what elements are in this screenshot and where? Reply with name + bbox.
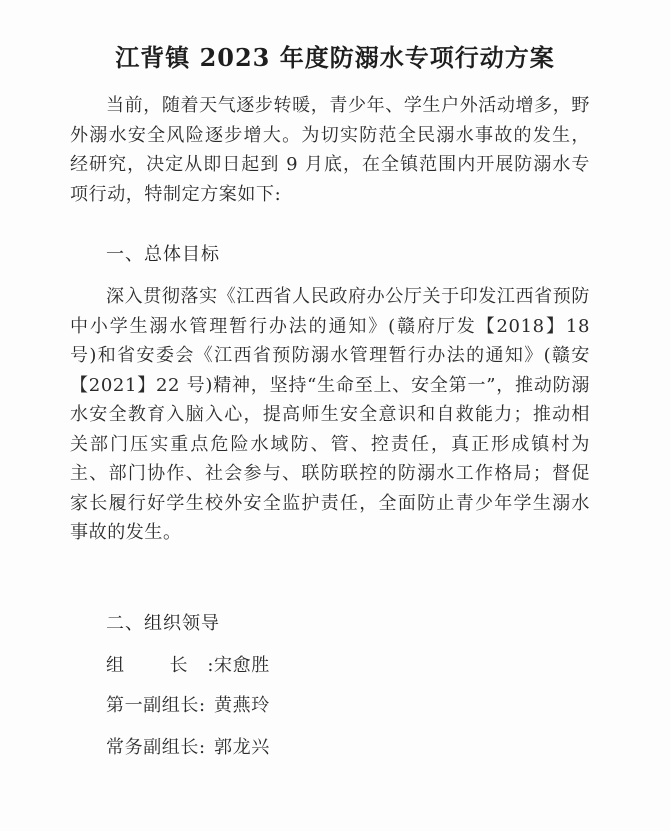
section-heading-overall-goal: 一、总体目标 [106,244,220,265]
member-row-first-deputy [106,691,270,717]
member-role: 常务副组长: [106,737,206,758]
member-name: 黄燕玲 [214,695,270,716]
member-name: 郭龙兴 [214,737,270,758]
member-role: 第一副组长: [106,695,206,716]
member-name: 宋愈胜 [214,655,270,676]
overall-goal-paragraph: 深入贯彻落实《江西省人民政府办公厅关于印发江西省预防中小学生溺水管理暂行办法的通知》(赣府厅发【2018】18 号)和省安委会《江西省预防溺水管理暂行办法的通知》(赣安【2021】22 号)精神，坚持“生命至上、安全第一”，推动防溺水安全教育入脑入心，提高师生安全意识和自救能力；推动相关部门压实重点危险水域防、管、控责任，真正形成镇村为主、部门协作、社会参与、联防联控的防溺水工作格局；督促家长履行好学生校外安全监护责任，全面防止青少年学生溺水事故的发生。 [70,286,590,543]
member-row-leader [106,651,270,677]
member-role: 组 长: [106,655,214,676]
document-title: 江背镇 2023 年度防溺水专项行动方案 [115,43,555,72]
intro-paragraph: 当前，随着天气逐步转暖，青少年、学生户外活动增多，野外溺水安全风险逐步增大。为切实防范全民溺水事故的发生，经研究，决定从即日起到 9 月底，在全镇范围内开展防溺水专项行动，特制定方案如下: [70,95,590,205]
member-row-executive-deputy [106,733,270,759]
section-heading-organization: 二、组织领导 [106,613,220,634]
